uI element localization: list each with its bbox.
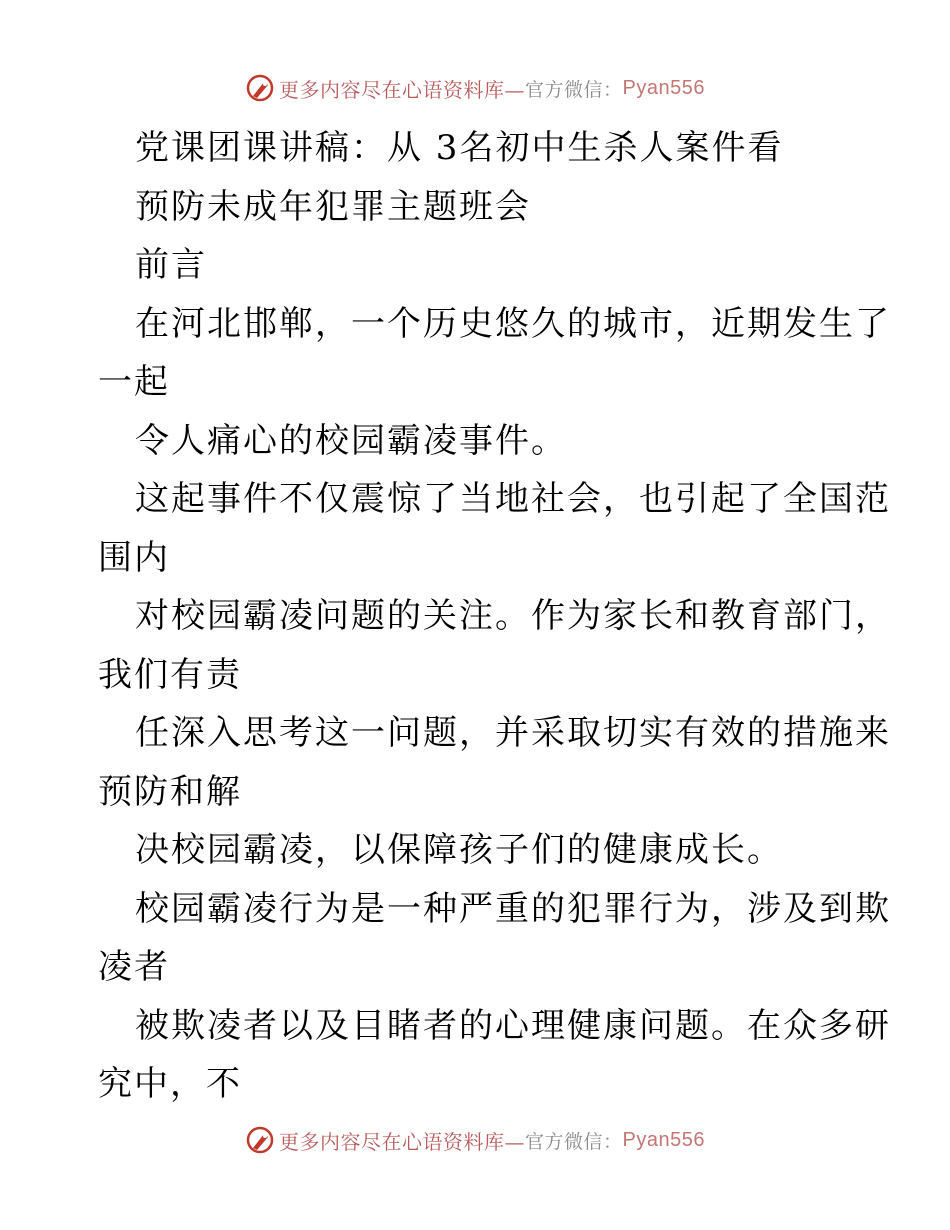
text-line: 一起 bbox=[98, 362, 170, 402]
text-line: 令人痛心的校园霸凌事件。 bbox=[135, 420, 567, 461]
text-line: 围内 bbox=[98, 537, 170, 578]
pen-logo-icon bbox=[245, 1125, 275, 1155]
text-line: 凌者 bbox=[98, 947, 170, 987]
text-line: 这起事件不仅震惊了当地社会，也引起了全国范 bbox=[135, 479, 891, 519]
banner-wechat-id: Pyan556 bbox=[622, 1128, 705, 1151]
text-line: 党课团课讲稿：从 3名初中生杀人案件看 bbox=[135, 128, 784, 168]
text-line: 预防和解 bbox=[98, 771, 242, 812]
footer-watermark-banner bbox=[0, 1120, 950, 1160]
header-watermark-banner bbox=[0, 68, 950, 108]
text-line: 校园霸凌行为是一种严重的犯罪行为，涉及到欺 bbox=[135, 888, 891, 929]
text-line: 在河北邯郸，一个历史悠久的城市，近期发生了 bbox=[135, 303, 891, 344]
text-line: 预防未成年犯罪主题班会 bbox=[135, 186, 531, 227]
text-line: 究中，不 bbox=[98, 1064, 242, 1104]
text-line: 决校园霸凌，以保障孩子们的健康成长。 bbox=[135, 830, 783, 870]
banner-official-label: 官方微信： bbox=[525, 78, 623, 101]
text-line: 被欺凌者以及目睹者的心理健康问题。在众多研 bbox=[135, 1005, 891, 1046]
text-line: 任深入思考这一问题，并采取切实有效的措施来 bbox=[135, 713, 891, 753]
banner-wechat-id: Pyan556 bbox=[622, 76, 705, 99]
text-line: 对校园霸凌问题的关注。作为家长和教育部门， bbox=[135, 596, 891, 636]
banner-text: 更多内容尽在心语资料库— bbox=[279, 77, 525, 102]
text-line: 我们有责 bbox=[98, 654, 242, 695]
pen-logo-icon bbox=[245, 73, 275, 103]
banner-text: 更多内容尽在心语资料库— bbox=[279, 1129, 525, 1154]
banner-official-label: 官方微信： bbox=[525, 1130, 623, 1153]
text-line: 前言 bbox=[135, 245, 207, 285]
